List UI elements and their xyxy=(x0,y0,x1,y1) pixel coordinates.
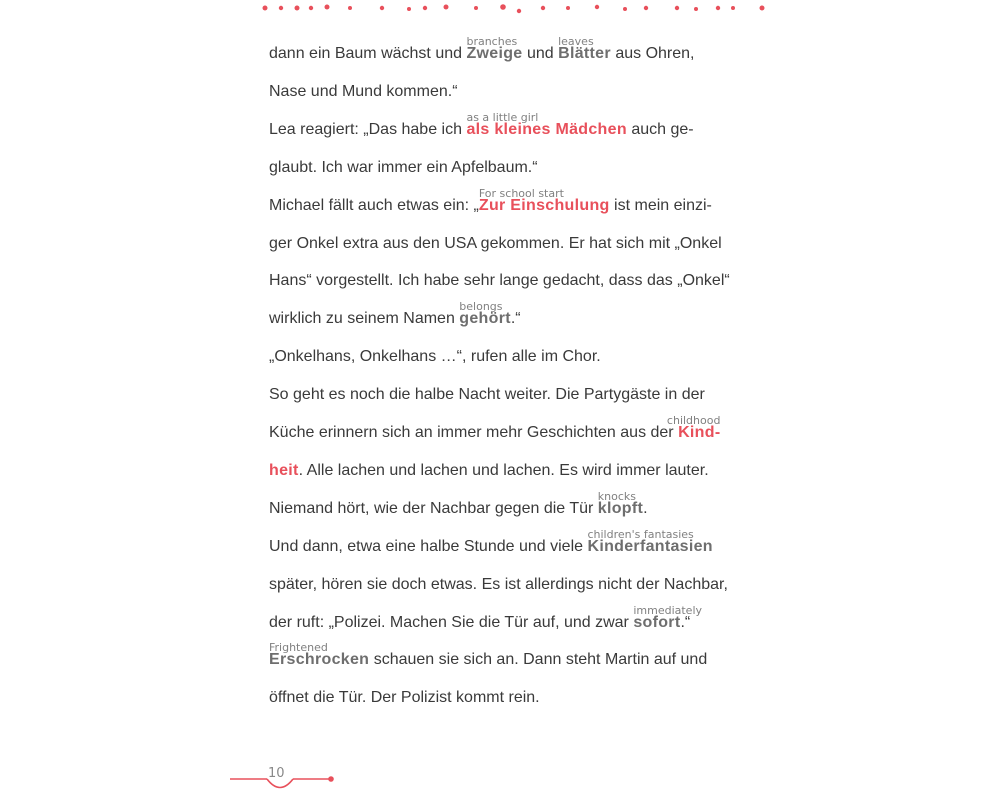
text-line xyxy=(269,414,721,442)
text-line xyxy=(269,462,709,480)
vocab-translation: For school start xyxy=(478,186,564,200)
vocab-word xyxy=(478,186,610,215)
vocab-translation: immediately xyxy=(633,603,703,617)
text-segment: und xyxy=(522,45,559,62)
vocab-translation: knocks xyxy=(597,489,637,503)
vocab-word-text: sofort xyxy=(633,613,681,631)
text-segment: schauen sie sich an. Dann steht Martin auf und xyxy=(369,651,708,669)
text-segment: Michael fällt auch etwas ein: „ xyxy=(269,196,479,214)
vocab-translation: as a little girl xyxy=(466,110,539,124)
text-segment: ger Onkel extra aus den USA gekommen. Er hat sich mit „Onkel xyxy=(269,234,722,252)
text-line xyxy=(269,186,712,215)
text-segment: auch ge- xyxy=(626,120,694,138)
text-segment: öffnet die Tür. Der Polizist kommt rein. xyxy=(269,689,540,707)
vocab-word xyxy=(269,462,299,480)
text-line xyxy=(269,300,521,328)
text-segment: dann ein Baum wächst und xyxy=(269,45,467,62)
text-segment: So geht es noch die halbe Nacht weiter. Die Partygäste in der xyxy=(269,386,705,404)
text-line xyxy=(269,235,722,253)
vocab-word xyxy=(269,641,370,669)
text-line xyxy=(269,159,538,177)
vocab-translation: branches xyxy=(466,35,518,48)
text-line xyxy=(269,83,458,101)
text-segment: Küche erinnern sich an immer mehr Geschichten aus der xyxy=(269,424,679,441)
text-line xyxy=(269,35,695,63)
vocab-translation: children's fantasies xyxy=(587,527,694,541)
vocab-word-text: Blätter xyxy=(558,45,611,62)
text-segment: wirklich zu seinem Namen xyxy=(269,310,460,328)
vocab-word xyxy=(558,35,611,63)
text-segment: ist mein einzi- xyxy=(609,196,712,214)
vocab-word-text: Kind- xyxy=(678,424,721,441)
text-segment: Hans“ vorgestellt. Ich habe sehr lange gedacht, dass das „Onkel“ xyxy=(269,272,730,290)
vocab-word-text: gehört xyxy=(459,310,511,328)
vocab-word-text: klopft xyxy=(597,499,644,517)
text-segment: Niemand hört, wie der Nachbar gegen die Tür xyxy=(269,499,598,517)
text-segment: aus Ohren, xyxy=(610,45,695,62)
vocab-word-text: als kleines Mädchen xyxy=(466,120,627,138)
vocab-translation: childhood xyxy=(666,414,721,427)
vocab-word-text: Zur Einschulung xyxy=(478,196,610,214)
vocab-word xyxy=(666,414,721,442)
text-segment: .“ xyxy=(510,310,521,328)
vocab-word-text: Kinderfantasien xyxy=(587,537,713,555)
vocab-word-text: heit xyxy=(269,461,299,479)
text-line xyxy=(269,386,705,404)
text-segment: Lea reagiert: „Das habe ich xyxy=(269,120,467,138)
text-segment: . xyxy=(643,499,648,517)
text-line xyxy=(269,603,703,632)
text-segment: . Alle lachen und lachen und lachen. Es wird immer lauter. xyxy=(298,461,709,479)
text-segment: „Onkelhans, Onkelhans …“, rufen alle im Chor. xyxy=(269,348,601,366)
text-segment: glaubt. Ich war immer ein Apfelbaum.“ xyxy=(269,158,538,176)
vocab-word xyxy=(466,110,627,139)
vocab-word-text: Zweige xyxy=(466,45,523,62)
vocab-word-text: Erschrocken xyxy=(269,651,370,669)
text-line xyxy=(269,348,601,366)
vocab-word xyxy=(597,489,644,518)
vocab-translation: belongs xyxy=(459,300,503,314)
vocab-word xyxy=(633,603,703,632)
vocab-word xyxy=(466,35,523,63)
text-line xyxy=(269,641,708,669)
text-line xyxy=(269,576,728,594)
vocab-translation: Frightened xyxy=(269,641,328,655)
vocab-word xyxy=(459,300,511,328)
text-line xyxy=(269,272,730,290)
decorative-dot-border xyxy=(0,0,1000,20)
text-segment: Nase und Mund kommen.“ xyxy=(269,82,458,100)
text-line xyxy=(269,527,713,556)
text-line xyxy=(269,110,694,139)
text-segment: .“ xyxy=(680,613,691,631)
text-line xyxy=(269,689,540,707)
page-number: 10 xyxy=(268,766,285,781)
vocab-word xyxy=(587,527,713,556)
text-line xyxy=(269,489,648,518)
page-number-ornament xyxy=(225,760,345,800)
text-segment: der ruft: „Polizei. Machen Sie die Tür auf, und zwar xyxy=(269,613,634,631)
text-segment: später, hören sie doch etwas. Es ist allerdings nicht der Nachbar, xyxy=(269,575,728,593)
vocab-translation: leaves xyxy=(558,35,594,48)
text-segment: Und dann, etwa eine halbe Stunde und viele xyxy=(269,537,588,555)
